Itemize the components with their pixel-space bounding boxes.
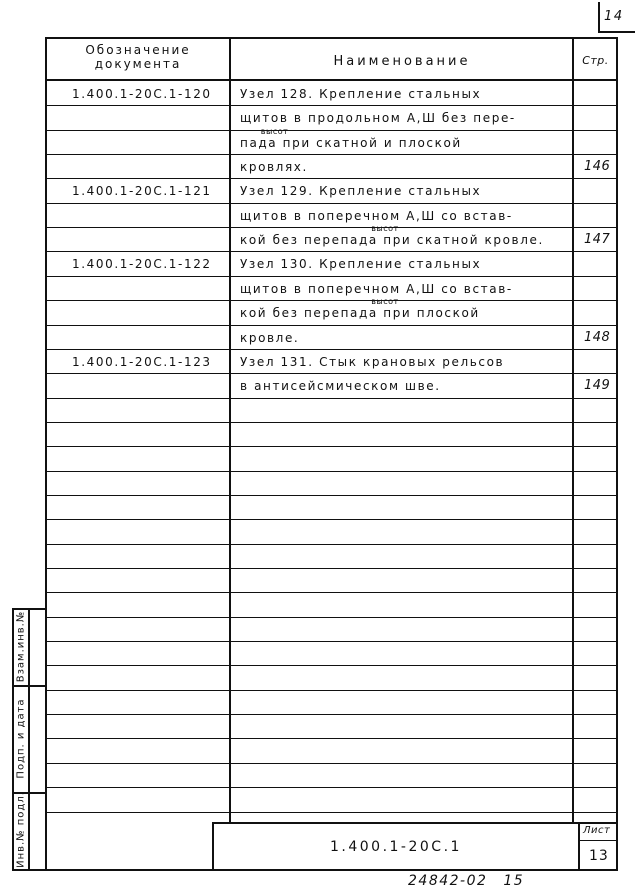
row-line bbox=[45, 178, 618, 179]
row-name: Узел 129. Крепление стальных bbox=[240, 184, 482, 198]
row-line bbox=[45, 471, 618, 472]
row-name: кровлях. bbox=[240, 160, 308, 174]
row-line bbox=[45, 422, 618, 423]
stamp-sheet-sep bbox=[578, 822, 580, 871]
row-line bbox=[45, 592, 618, 593]
row-line bbox=[45, 349, 618, 350]
stamp-left bbox=[212, 822, 214, 871]
row-name: кой без перепада при плоской bbox=[240, 306, 480, 320]
row-line bbox=[45, 203, 618, 204]
row-page: 148 bbox=[584, 330, 611, 345]
row-superscript: высот bbox=[371, 297, 399, 306]
row-line bbox=[45, 690, 618, 691]
stamp-sheet-label: Лист bbox=[583, 825, 611, 836]
stamp-top bbox=[212, 822, 618, 824]
frame-right bbox=[616, 37, 618, 871]
row-line bbox=[45, 446, 618, 447]
row-page: 147 bbox=[584, 232, 611, 247]
footer-suffix: 15 bbox=[503, 873, 525, 889]
side-label-sign-date: Подп. и дата bbox=[15, 698, 27, 779]
row-designation: 1.400.1-20С.1-121 bbox=[72, 184, 212, 198]
row-line bbox=[45, 787, 618, 788]
stamp-code: 1.400.1-20С.1 bbox=[330, 839, 462, 855]
row-name: в антисейсмическом шве. bbox=[240, 379, 441, 393]
header-bottom-line bbox=[45, 79, 618, 81]
side-label-replace-inv: Взам.инв.№ bbox=[15, 610, 27, 683]
corner-box-left bbox=[598, 2, 600, 32]
row-line bbox=[45, 300, 618, 301]
row-name: кой без перепада при скатной кровле. bbox=[240, 233, 544, 247]
header-name: Наименование bbox=[333, 54, 471, 69]
footer-number: 24842-02 bbox=[408, 873, 488, 889]
corner-box-bottom bbox=[598, 31, 635, 33]
row-line bbox=[45, 130, 618, 131]
row-designation: 1.400.1-20С.1-122 bbox=[72, 257, 212, 271]
row-name: щитов в поперечном А,Ш со встав- bbox=[240, 282, 513, 296]
row-name: Узел 130. Крепление стальных bbox=[240, 257, 482, 271]
row-superscript: высот bbox=[260, 127, 289, 136]
row-line bbox=[45, 325, 618, 326]
row-line bbox=[45, 738, 618, 739]
header-designation-line1: Обозначение bbox=[85, 43, 191, 57]
row-line bbox=[45, 398, 618, 399]
header-page: Стр. bbox=[582, 54, 609, 67]
row-line bbox=[45, 568, 618, 569]
frame-bottom bbox=[12, 869, 618, 871]
row-line bbox=[45, 812, 618, 813]
header-designation-line2: документа bbox=[94, 56, 182, 71]
footer-archive-number bbox=[408, 874, 524, 888]
row-line bbox=[45, 617, 618, 618]
row-line bbox=[45, 665, 618, 666]
row-designation: 1.400.1-20С.1-123 bbox=[72, 355, 212, 369]
row-line bbox=[45, 105, 618, 106]
row-line bbox=[45, 763, 618, 764]
row-name: Узел 128. Крепление стальных bbox=[240, 87, 482, 101]
row-name: щитов в поперечном А,Ш со встав- bbox=[240, 209, 513, 223]
row-line bbox=[45, 154, 618, 155]
row-line bbox=[45, 495, 618, 496]
side-label-inv: Инв.№ подл. bbox=[15, 791, 27, 868]
stamp-sheet-number: 13 bbox=[589, 848, 609, 864]
row-designation: 1.400.1-20С.1-120 bbox=[72, 87, 212, 101]
row-page: 149 bbox=[584, 378, 611, 393]
row-name: пада при скатной и плоской bbox=[240, 136, 462, 150]
row-name: щитов в продольном А,Ш без пере- bbox=[240, 111, 516, 125]
row-name: Узел 131. Стык крановых рельсов bbox=[240, 355, 505, 369]
row-line bbox=[45, 373, 618, 374]
row-line bbox=[45, 227, 618, 228]
frame-top bbox=[45, 37, 618, 39]
row-line bbox=[45, 251, 618, 252]
row-line bbox=[45, 544, 618, 545]
row-line bbox=[45, 641, 618, 642]
row-line bbox=[45, 276, 618, 277]
row-page: 146 bbox=[584, 159, 611, 174]
row-name: кровле. bbox=[240, 331, 300, 345]
side-strip-mid bbox=[28, 608, 30, 871]
corner-page-number: 14 bbox=[604, 9, 624, 24]
row-line bbox=[45, 519, 618, 520]
row-line bbox=[45, 714, 618, 715]
header-designation bbox=[50, 44, 226, 72]
side-strip-left bbox=[12, 608, 14, 871]
row-superscript: высот bbox=[371, 224, 399, 233]
stamp-sheet-line bbox=[578, 840, 618, 841]
frame-left bbox=[45, 37, 47, 871]
